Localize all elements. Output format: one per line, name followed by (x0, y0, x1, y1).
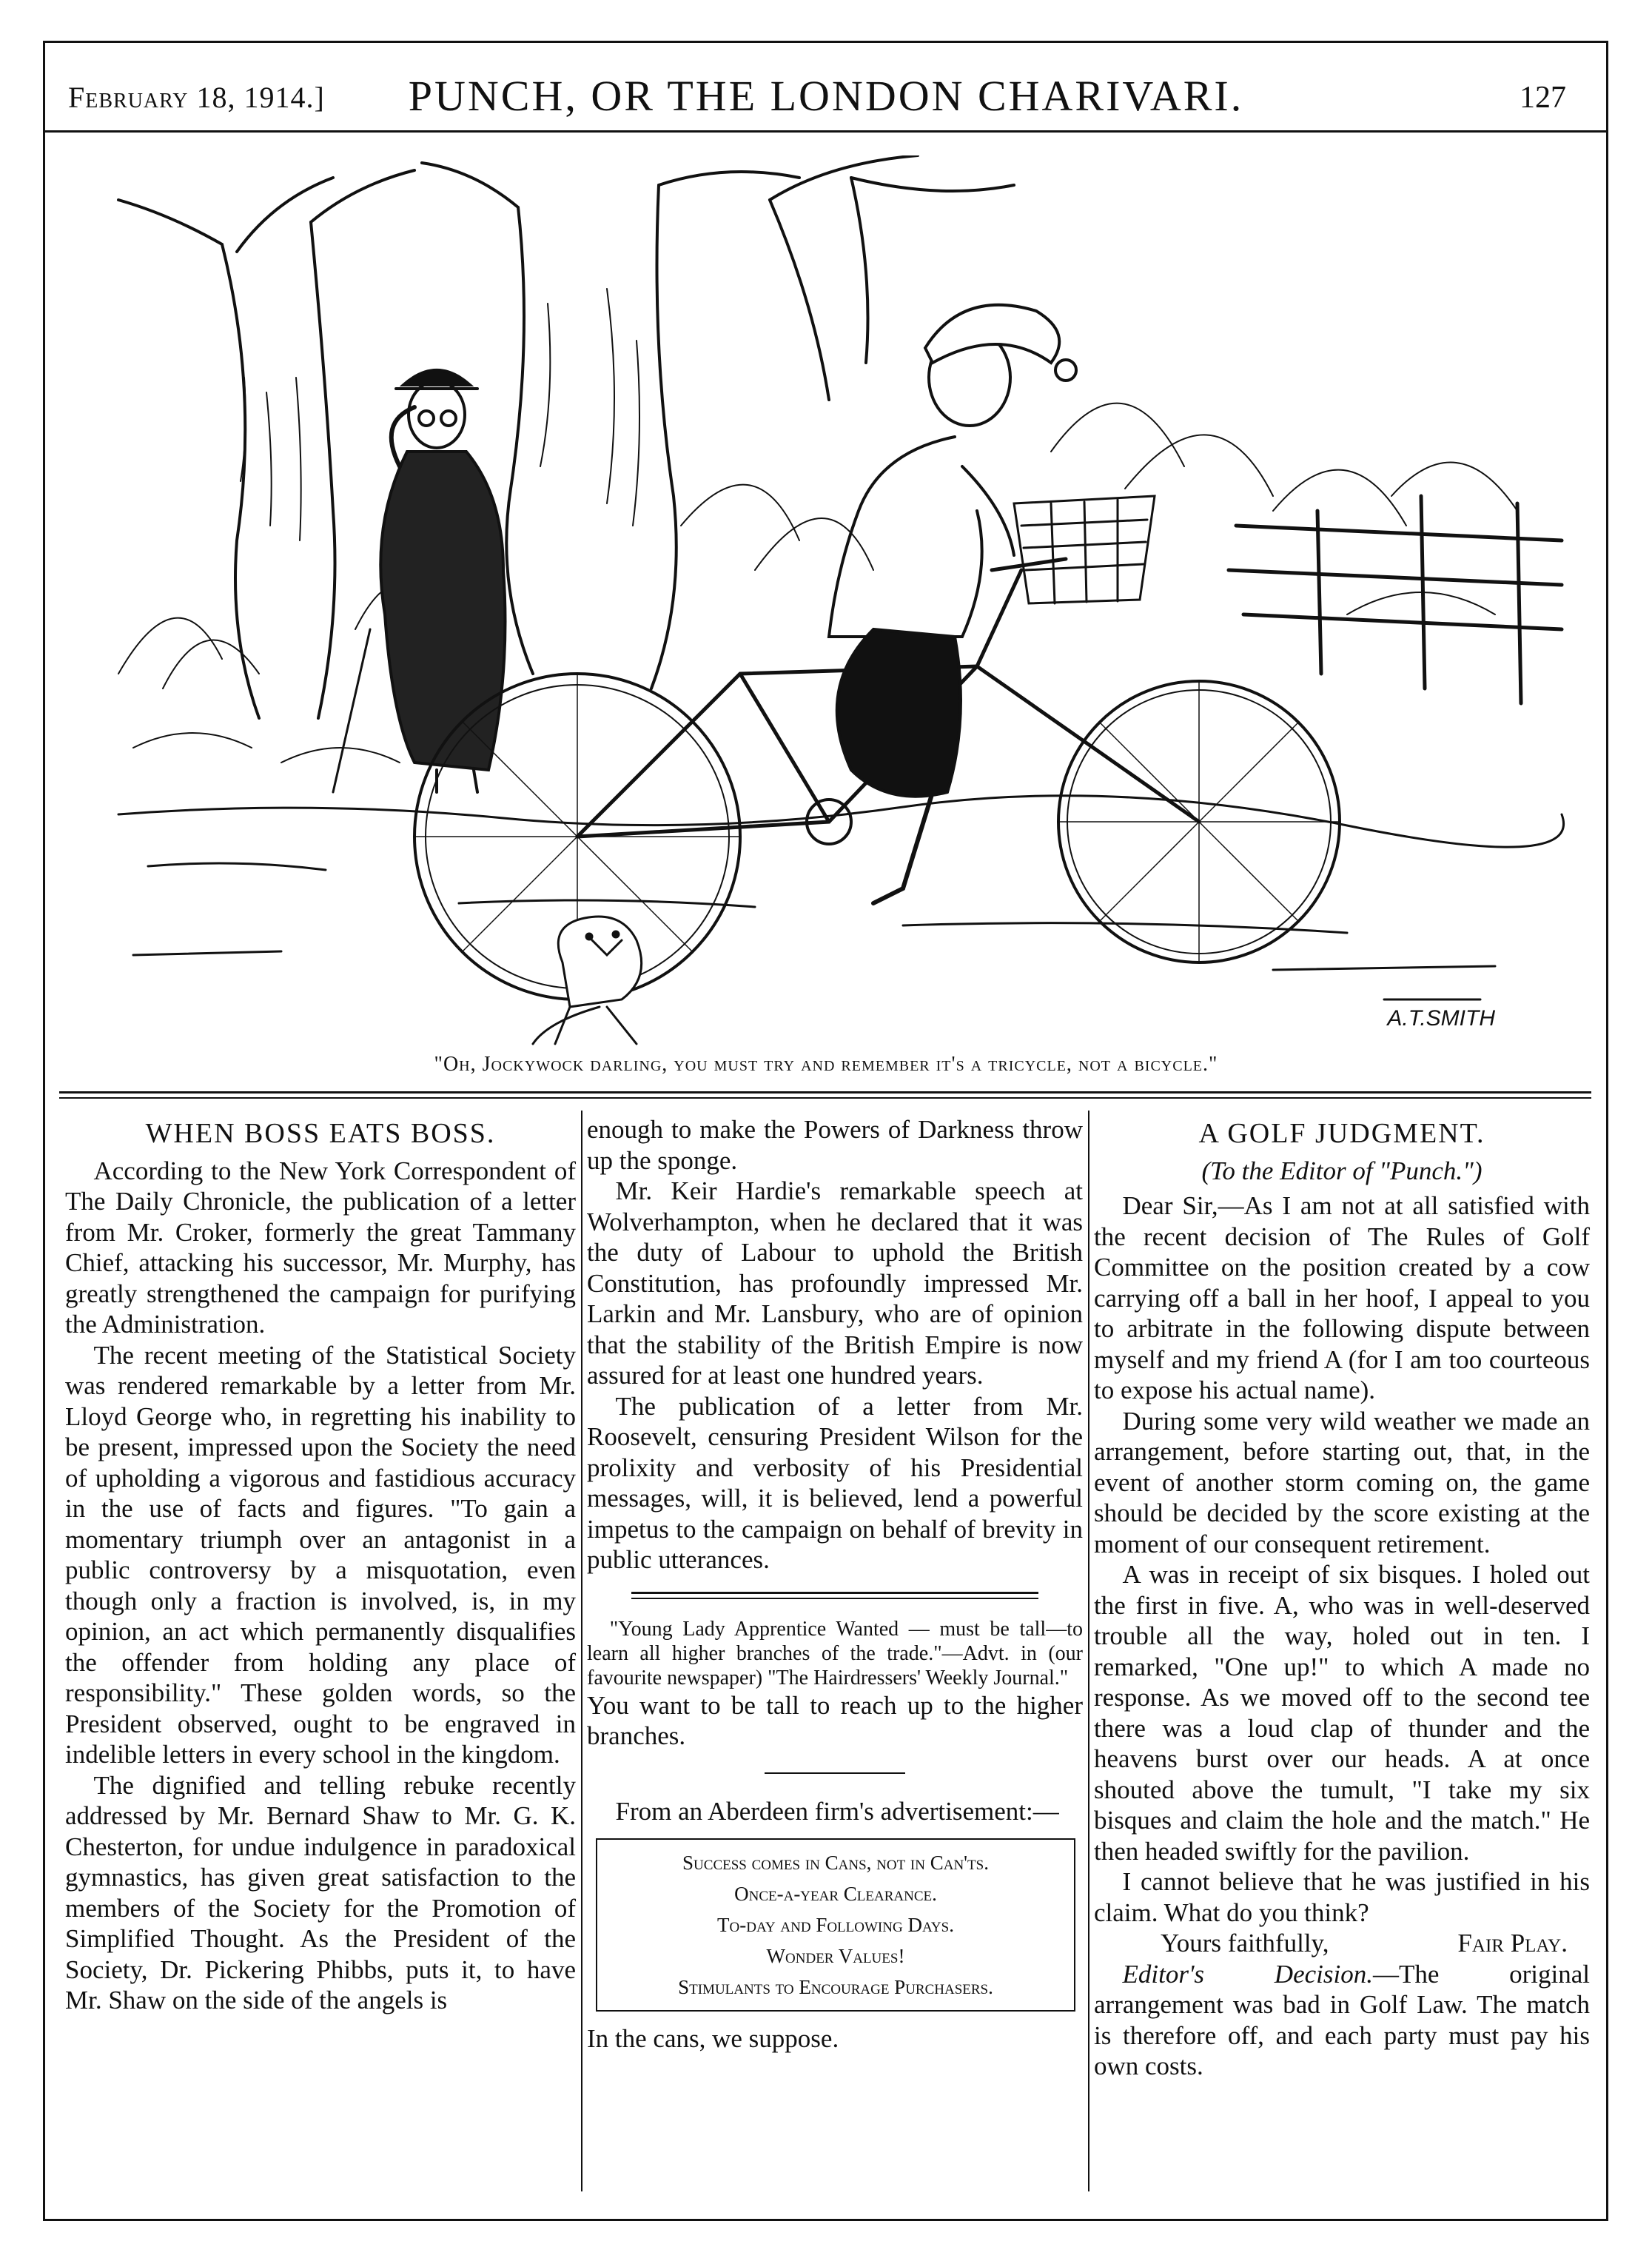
ad-comment: In the cans, we suppose. (587, 2024, 839, 2053)
section-rule-top (59, 1091, 1591, 1093)
basket (1014, 496, 1155, 603)
left-tree (118, 170, 414, 718)
section-rule-bottom (59, 1097, 1591, 1099)
editor-decision-text: —The original arrangement was bad in Golf Law. The match is therefore off, and each party must pay his own costs. (1094, 1959, 1590, 2080)
letter-closing: Yours faithfully, (1161, 1929, 1329, 1957)
ad-line: Once-a-year Clearance. (734, 1883, 937, 1905)
ad-line: To-day and Following Days. (717, 1914, 954, 1936)
quote-comment: You want to be tall to reach up to the higher branches. (587, 1690, 1083, 1750)
advert-quote: "Young Lady Apprentice Wanted — must be tall—to learn all higher branches of the trade."—Advt. in (our favourite newspaper) "The Hairdressers' Weekly Journal." (587, 1617, 1083, 1689)
ad-line: Stimulants to Encourage Purchasers. (678, 1976, 993, 1998)
article-when-boss-eats-boss (65, 1114, 576, 2016)
article-paragraph: According to the New York Correspondent of The Daily Chronicle, the publication of a letter from Mr. Croker, formerly the great Tammany Chief, attacking his successor, Mr. Murphy, has greatly strengthened the campaign for purifying the Administration. (65, 1156, 576, 1339)
article-paragraph: Mr. Keir Hardie's remarkable speech at Wolverhampton, when he declared that it was the duty of Labour to uphold the British Constitution, has profoundly impressed Mr. Larkin and Mr. Lansbury, who are of opinion that the stability of the British Empire is now assured for at least one hundred years. (587, 1176, 1083, 1390)
article-heading: WHEN BOSS EATS BOSS. (145, 1118, 496, 1149)
article-golf-judgment (1094, 1114, 1590, 2082)
article-heading: A GOLF JUDGMENT. (1198, 1118, 1485, 1149)
letter-signature: Fair Play. (1457, 1929, 1568, 1957)
cartoon-illustration (89, 155, 1577, 1051)
page-number: 127 (1520, 81, 1566, 115)
dog-figure (533, 917, 642, 1044)
column-divider-1 (581, 1111, 582, 2191)
advertisement-box (596, 1838, 1075, 2012)
ad-intro: From an Aberdeen firm's advertisement:— (615, 1796, 1059, 1826)
article-paragraph: Dear Sir,—As I am not at all satisfied with the recent decision of The Rules of Golf Committee on the position created by a cow carrying off a ball in her hoof, I appeal to you to arbitrate in the following dispute between myself and my friend A (for I am too courteous to expose his actual name). (1094, 1191, 1590, 1404)
man-figure (333, 370, 506, 792)
article-subheading: (To the Editor of "Punch.") (1201, 1156, 1483, 1185)
cartoon-caption: "Oh, Jockywock darling, you must try and remember it's a tricycle, not a bicycle." (434, 1053, 1218, 1076)
issue-date: February 18, 1914.] (68, 81, 325, 114)
ad-line: Success comes in Cans, not in Can'ts. (682, 1852, 989, 1874)
article-paragraph: During some very wild weather we made an arrangement, before starting out, that, in the event of another storm coming on, the game should be decided by the score existing at the moment of our consequent retirement. (1094, 1406, 1590, 1558)
letter-signoff (1094, 1928, 1590, 1959)
article-paragraph: A was in receipt of six bisques. I holed out the first in five. A, who was in well-deserved trouble all the way, holed out in ten. I remarked, "One up!" to which A made no response. As we moved off to the second tee there was a loud clap of thunder and the heavens burst over our heads. A at once shouted above the tumult, "I take my six bisques and claim the hole and the match." He then headed swiftly for the pavilion. (1094, 1560, 1590, 1866)
artist-signature: A.T.SMITH (1387, 1006, 1495, 1031)
article-continuation: enough to make the Powers of Darkness throw up the sponge. (587, 1115, 1083, 1175)
publication-title: PUNCH, OR THE LONDON CHARIVARI. (408, 72, 1244, 120)
editor-decision-label: Editor's Decision. (1122, 1959, 1373, 1989)
header-rule (43, 130, 1608, 133)
small-rule (765, 1772, 905, 1774)
right-tree (770, 155, 1014, 400)
column-middle (587, 1114, 1083, 2054)
double-rule (631, 1592, 1038, 1599)
ground-lines (118, 796, 1564, 999)
article-paragraph: The publication of a letter from Mr. Roosevelt, censuring President Wilson for the prolixity and verbosity of his Presidential messages, will, it is believed, lend a powerful impetus to the campaign on behalf of brevity in public utterances. (587, 1391, 1083, 1574)
article-paragraph: The dignified and telling rebuke recently addressed by Mr. Bernard Shaw to Mr. G. K. Chesterton, for undue indulgence in paradoxical gymnastics, has given great satisfaction to the members of the Society for the Promotion of Simplified Thought. As the President of the Society, Dr. Pickering Phibbs, puts it, to have Mr. Shaw on the side of the angels is (65, 1770, 576, 2014)
column-divider-2 (1088, 1111, 1089, 2191)
ad-line: Wonder Values! (766, 1945, 905, 1967)
article-paragraph: I cannot believe that he was justified in his claim. What do you think? (1094, 1867, 1590, 1927)
shrubbery (118, 403, 1517, 763)
fence (1229, 496, 1562, 703)
article-paragraph: The recent meeting of the Statistical Society was rendered remarkable by a letter from Mr. Lloyd George who, in regretting his inability to be present, impressed upon the Society the need of upholding a vigorous and fastidious accuracy in the use of facts and figures. "To gain a momentary triumph over an antagonist in a public controversy by a misquotation, even though only a fraction is involved, is, in my opinion, an act which permanently disqualifies the offender from holding any place of responsibility." These golden words, so the President observed, ought to be engraved in indelible letters in every school in the kingdom. (65, 1340, 576, 1769)
